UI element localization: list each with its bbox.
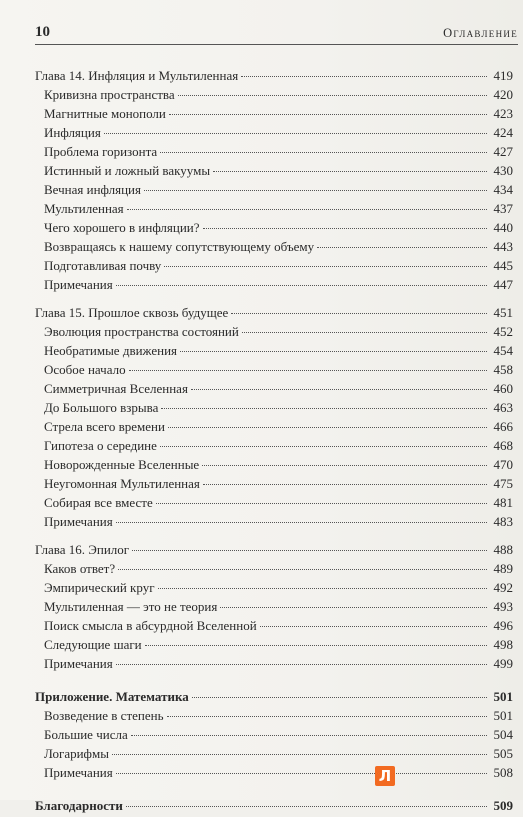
toc-item xyxy=(35,637,513,656)
toc-page-number: 466 xyxy=(493,419,513,434)
toc-item-title: Собирая все вместе xyxy=(44,495,153,510)
toc-item xyxy=(35,438,513,457)
dot-leader xyxy=(116,285,487,286)
toc-page-number: 492 xyxy=(493,580,513,595)
toc-page-number: 499 xyxy=(493,656,513,671)
dot-leader xyxy=(241,76,487,77)
dot-leader xyxy=(203,484,487,485)
toc-item xyxy=(35,457,513,476)
toc-item-title: До Большого взрыва xyxy=(44,400,159,415)
toc-page-number: 489 xyxy=(493,561,513,576)
toc-item xyxy=(35,656,513,675)
toc-page-number: 423 xyxy=(493,106,513,121)
toc-item-title: Магнитные монополи xyxy=(44,106,166,121)
toc-item xyxy=(35,163,513,182)
toc-chapter-14 xyxy=(35,68,513,296)
toc-item-title: Особое начало xyxy=(44,362,126,377)
toc-item xyxy=(35,419,513,438)
toc-appendix xyxy=(35,689,513,784)
toc-item xyxy=(35,324,513,343)
toc-page-number: 463 xyxy=(493,400,513,415)
dot-leader xyxy=(164,266,487,267)
dot-leader xyxy=(161,408,487,409)
toc-page-number: 468 xyxy=(493,438,513,453)
dot-leader xyxy=(203,228,487,229)
toc-item xyxy=(35,599,513,618)
toc-page-number: 498 xyxy=(493,637,513,652)
toc-acknowledgements-entry xyxy=(35,798,513,817)
dot-leader xyxy=(127,209,487,210)
toc-appendix-entry xyxy=(35,689,513,708)
toc-page-number: 424 xyxy=(493,125,513,140)
dot-leader xyxy=(180,351,487,352)
dot-leader xyxy=(168,427,487,428)
dot-leader xyxy=(129,370,487,371)
dot-leader xyxy=(160,152,487,153)
toc-item-title: Примечания xyxy=(44,514,113,529)
dot-leader xyxy=(192,697,487,698)
toc-chapter-entry xyxy=(35,305,513,324)
toc-item-title: Логарифмы xyxy=(44,746,109,761)
toc-item xyxy=(35,125,513,144)
toc-page-number: 493 xyxy=(493,599,513,614)
dot-leader xyxy=(126,806,487,807)
toc-page-number: 458 xyxy=(493,362,513,377)
toc-item xyxy=(35,400,513,419)
dot-leader xyxy=(112,754,487,755)
toc-page-number: 447 xyxy=(493,277,513,292)
toc-page-number: 445 xyxy=(493,258,513,273)
toc-item-title: Мультиленная xyxy=(44,201,124,216)
dot-leader xyxy=(116,773,487,774)
dot-leader xyxy=(116,522,487,523)
toc-item xyxy=(35,362,513,381)
toc-chapter-title: Глава 15. Прошлое сквозь будущее xyxy=(35,305,229,320)
toc-page-number: 483 xyxy=(493,514,513,529)
toc-item-title: Эмпирический круг xyxy=(44,580,155,595)
toc-item-title: Возведение в степень xyxy=(44,708,164,723)
running-title: Оглавление xyxy=(443,26,518,40)
toc-item xyxy=(35,239,513,258)
toc-item-title: Инфляция xyxy=(44,125,101,140)
toc-item xyxy=(35,618,513,637)
toc-item xyxy=(35,87,513,106)
toc-page-number: 430 xyxy=(493,163,513,178)
section-spacer xyxy=(35,675,513,689)
toc-page-number: 475 xyxy=(493,476,513,491)
dot-leader xyxy=(167,716,487,717)
toc-item xyxy=(35,580,513,599)
toc-item xyxy=(35,201,513,220)
toc-item xyxy=(35,277,513,296)
toc-item xyxy=(35,476,513,495)
toc-item-title: Чего хорошего в инфляции? xyxy=(44,220,200,235)
dot-leader xyxy=(104,133,487,134)
toc-acknowledgements xyxy=(35,798,513,817)
toc-page-number: 420 xyxy=(493,87,513,102)
toc-chapter-16 xyxy=(35,542,513,675)
dot-leader xyxy=(178,95,487,96)
toc-item-title: Большие числа xyxy=(44,727,128,742)
toc-page-number: 451 xyxy=(493,305,513,320)
dot-leader xyxy=(169,114,487,115)
toc-page-number: 419 xyxy=(493,68,513,83)
dot-leader xyxy=(118,569,487,570)
table-of-contents xyxy=(35,68,513,817)
toc-chapter-title: Глава 16. Эпилог xyxy=(35,542,130,557)
toc-item-title: Вечная инфляция xyxy=(44,182,141,197)
toc-item-title: Примечания xyxy=(44,277,113,292)
toc-page-number: 437 xyxy=(493,201,513,216)
toc-item xyxy=(35,258,513,277)
toc-page-number: 440 xyxy=(493,220,513,235)
toc-page-number: 481 xyxy=(493,495,513,510)
toc-item xyxy=(35,343,513,362)
toc-chapter-15 xyxy=(35,305,513,533)
toc-item-title: Подготавливая почву xyxy=(44,258,162,273)
toc-item-title: Следующие шаги xyxy=(44,637,142,652)
dot-leader xyxy=(242,332,487,333)
section-spacer xyxy=(35,784,513,798)
toc-page-number: 496 xyxy=(493,618,513,633)
toc-item-title: Эволюция пространства состояний xyxy=(44,324,239,339)
dot-leader xyxy=(231,313,487,314)
toc-page-number: 454 xyxy=(493,343,513,358)
toc-item xyxy=(35,746,513,765)
toc-page-number: 501 xyxy=(493,689,513,704)
toc-item-title: Гипотеза о середине xyxy=(44,438,157,453)
toc-page-number: 443 xyxy=(493,239,513,254)
dot-leader xyxy=(116,664,487,665)
toc-page-number: 509 xyxy=(493,798,513,813)
toc-item xyxy=(35,514,513,533)
watermark-logo-icon: Л xyxy=(375,766,395,786)
toc-page-number: 470 xyxy=(493,457,513,472)
toc-item-title: Поиск смысла в абсурдной Вселенной xyxy=(44,618,257,633)
toc-item-title: Симметричная Вселенная xyxy=(44,381,188,396)
dot-leader xyxy=(213,171,487,172)
toc-item-title: Стрела всего времени xyxy=(44,419,165,434)
toc-page-number: 452 xyxy=(493,324,513,339)
toc-page-number: 508 xyxy=(493,765,513,780)
toc-chapter-entry xyxy=(35,542,513,561)
toc-item xyxy=(35,561,513,580)
dot-leader xyxy=(132,550,487,551)
dot-leader xyxy=(160,446,487,447)
toc-item-title: Примечания xyxy=(44,765,113,780)
toc-item-title: Примечания xyxy=(44,656,113,671)
dot-leader xyxy=(158,588,487,589)
toc-item-title: Каков ответ? xyxy=(44,561,116,576)
page-header xyxy=(35,24,518,45)
toc-item xyxy=(35,144,513,163)
toc-page-number: 434 xyxy=(493,182,513,197)
toc-page-number: 501 xyxy=(493,708,513,723)
toc-item-title: Возвращаясь к нашему сопутствующему объему xyxy=(44,239,315,254)
dot-leader xyxy=(144,190,487,191)
dot-leader xyxy=(131,735,487,736)
toc-item xyxy=(35,220,513,239)
toc-item-title: Проблема горизонта xyxy=(44,144,158,159)
toc-item xyxy=(35,106,513,125)
toc-item-title: Неугомонная Мультиленная xyxy=(44,476,200,491)
page-number: 10 xyxy=(35,24,50,40)
toc-item-title: Мультиленная — это не теория xyxy=(44,599,218,614)
dot-leader xyxy=(191,389,487,390)
toc-item xyxy=(35,727,513,746)
dot-leader xyxy=(220,607,487,608)
dot-leader xyxy=(202,465,487,466)
toc-page-number: 460 xyxy=(493,381,513,396)
toc-item xyxy=(35,765,513,784)
toc-item-title: Необратимые движения xyxy=(44,343,178,358)
dot-leader xyxy=(317,247,487,248)
toc-item-title: Кривизна пространства xyxy=(44,87,175,102)
toc-acknowledgements-title: Благодарности xyxy=(35,798,123,813)
toc-item xyxy=(35,182,513,201)
toc-item xyxy=(35,381,513,400)
toc-page-number: 504 xyxy=(493,727,513,742)
toc-page-number: 505 xyxy=(493,746,513,761)
toc-item-title: Новорожденные Вселенные xyxy=(44,457,200,472)
toc-item xyxy=(35,495,513,514)
toc-chapter-title: Глава 14. Инфляция и Мультиленная xyxy=(35,68,239,83)
dot-leader xyxy=(260,626,487,627)
toc-page-number: 488 xyxy=(493,542,513,557)
toc-item-title: Истинный и ложный вакуумы xyxy=(44,163,211,178)
toc-page-number: 427 xyxy=(493,144,513,159)
toc-item xyxy=(35,708,513,727)
toc-appendix-title: Приложение. Математика xyxy=(35,689,189,704)
dot-leader xyxy=(156,503,487,504)
toc-chapter-entry xyxy=(35,68,513,87)
dot-leader xyxy=(145,645,487,646)
